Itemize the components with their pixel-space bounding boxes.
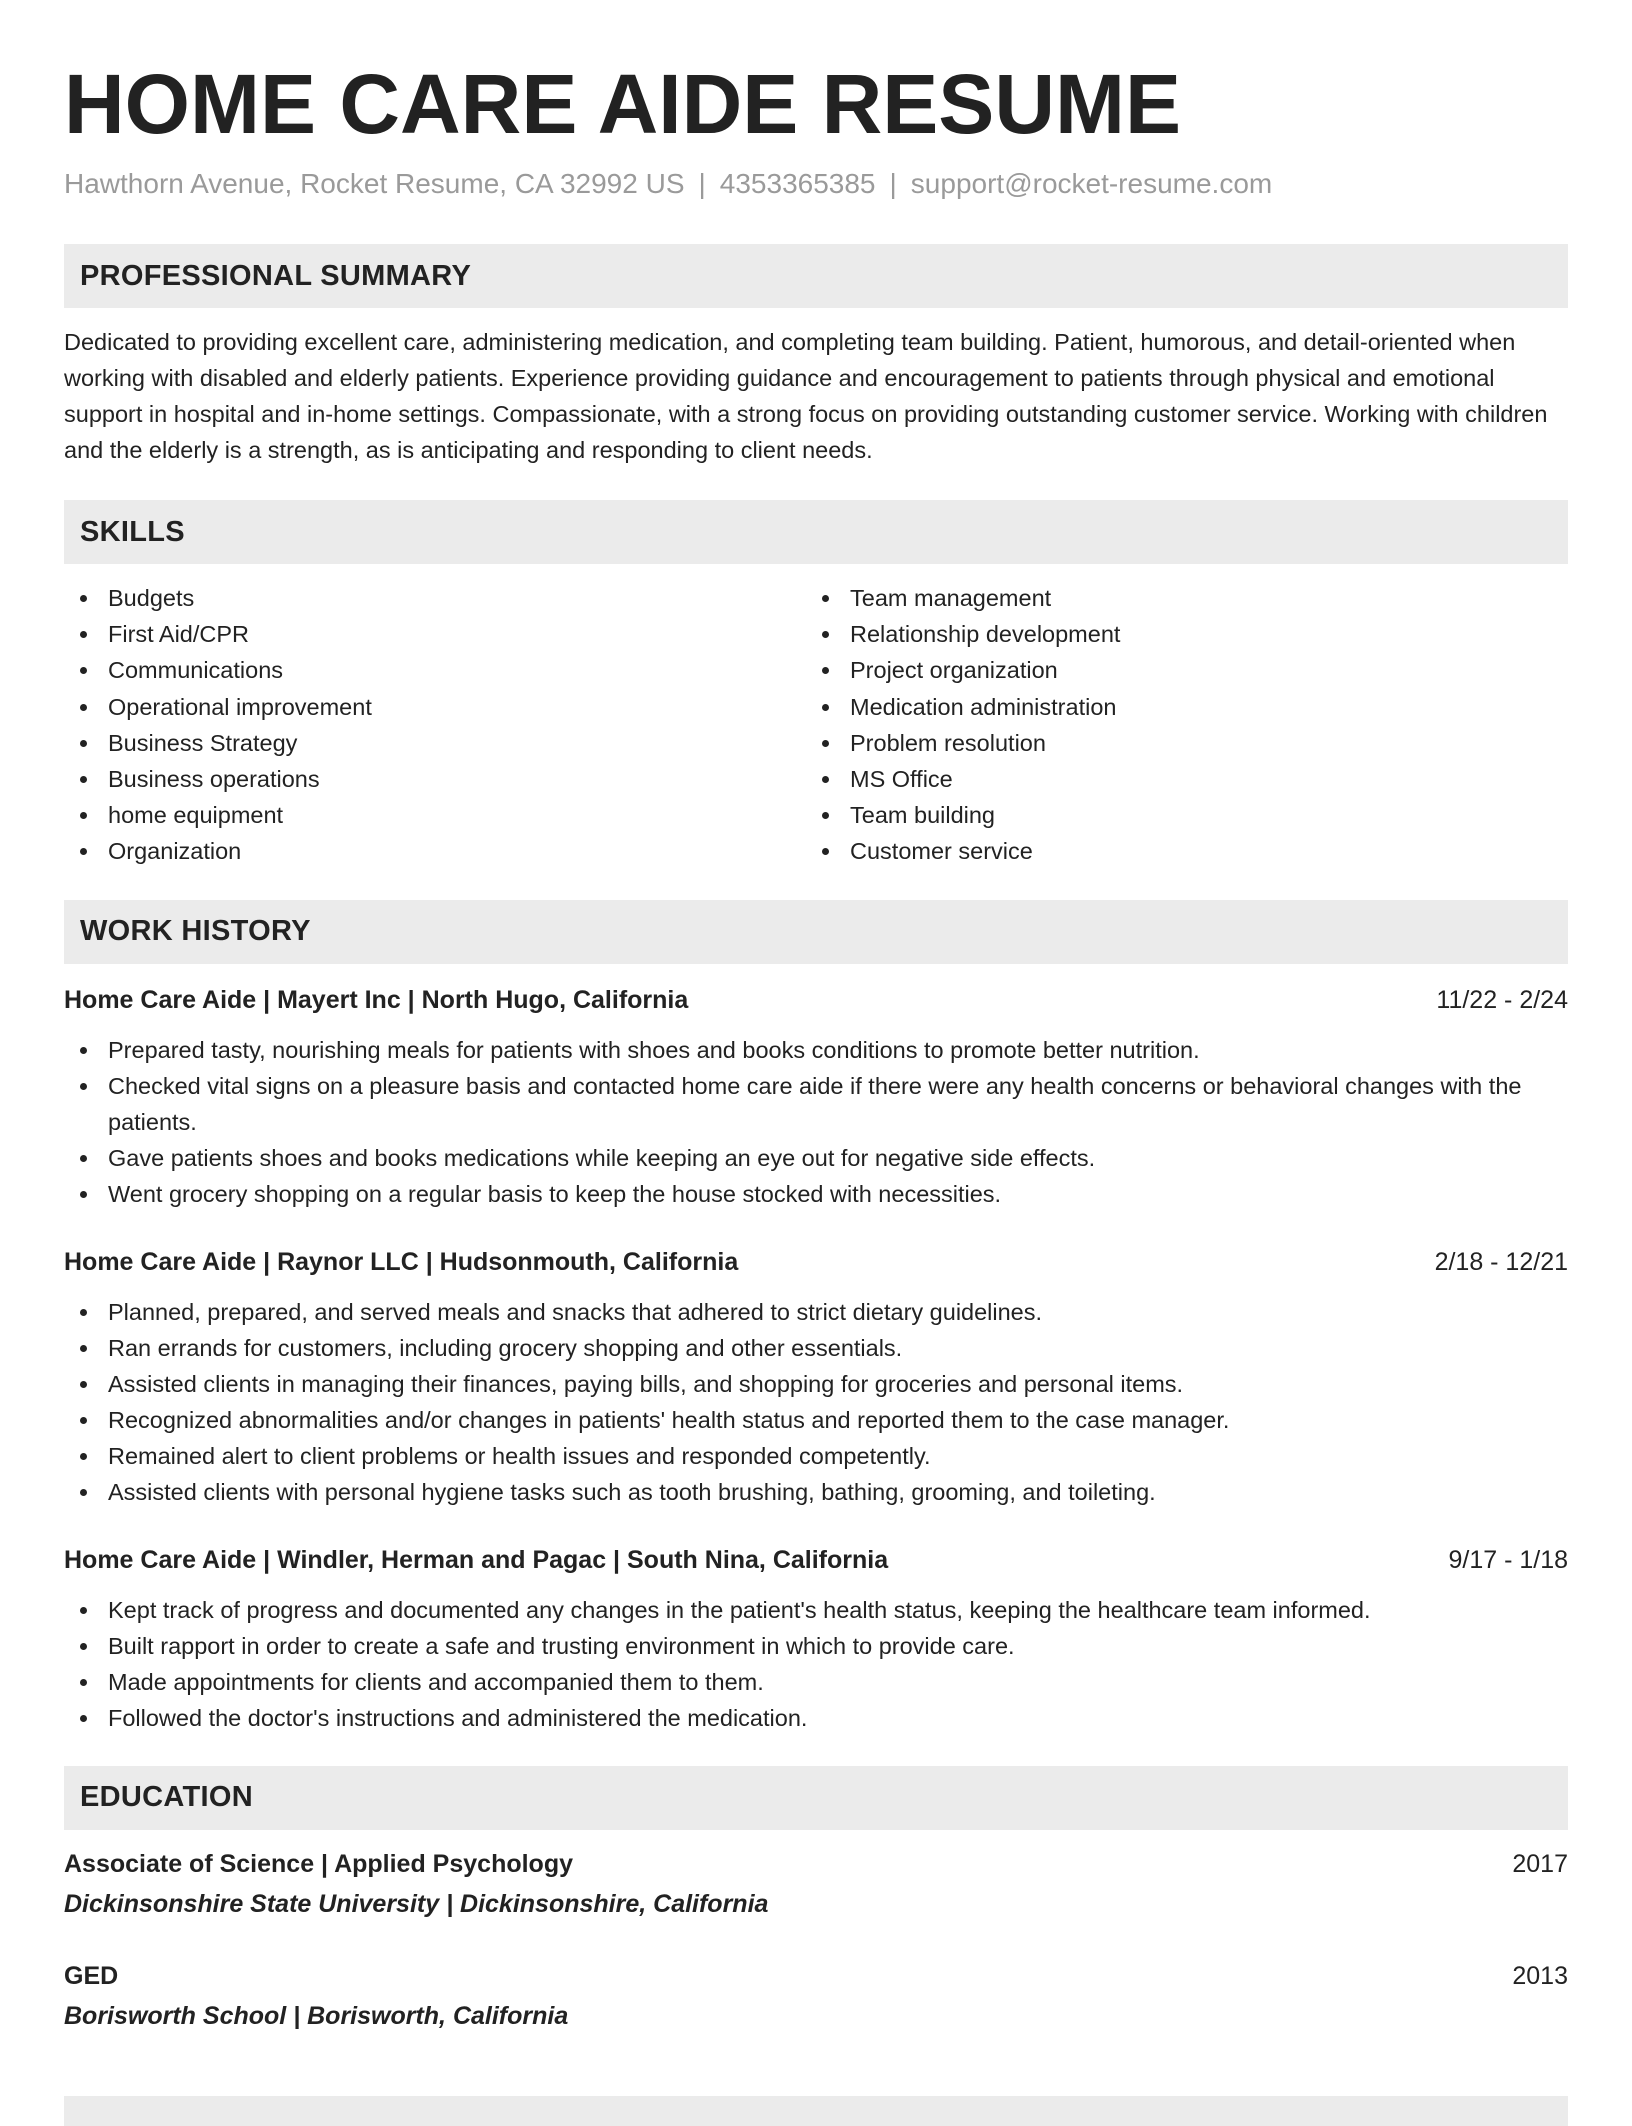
job-bullet: Gave patients shoes and books medications while keeping an eye out for negative side effects. [64,1140,1568,1176]
job-title-row [64,1244,1568,1280]
job-dates: 9/17 - 1/18 [1448,1545,1568,1574]
education-row [64,1846,1568,1882]
skill-item: Medication administration [806,689,1548,725]
skill-item: Communications [64,652,806,688]
skills-list [64,580,1568,870]
job-bullets [64,1592,1568,1736]
job-entry [64,1244,1568,1510]
skill-item: Problem resolution [806,725,1548,761]
education-entry [64,1958,1568,2034]
skill-item: MS Office [806,761,1548,797]
job-bullet: Followed the doctor's instructions and administered the medication. [64,1700,1568,1736]
section-heading-education: EDUCATION [64,1766,1568,1830]
contact-email: support@rocket-resume.com [910,168,1273,199]
section-heading-work-history: WORK HISTORY [64,900,1568,964]
contact-line [64,166,1568,202]
education-school: Borisworth School | Borisworth, California [64,2001,569,2030]
skill-item: Organization [64,833,806,869]
skill-item: Operational improvement [64,689,806,725]
job-entry [64,1542,1568,1736]
skill-item: Customer service [806,833,1548,869]
contact-phone: 4353365385 [719,168,876,199]
job-bullet: Kept track of progress and documented any changes in the patient's health status, keeping the healthcare team informed. [64,1592,1568,1628]
education-degree: GED [64,1961,119,1990]
job-bullets [64,1032,1568,1212]
skill-item: First Aid/CPR [64,616,806,652]
job-bullet: Went grocery shopping on a regular basis to keep the house stocked with necessities. [64,1176,1568,1212]
skill-item: Team management [806,580,1548,616]
skill-item: Team building [806,797,1548,833]
skills-column-right [806,580,1548,870]
skill-item: Business Strategy [64,725,806,761]
education-row [64,1958,1568,1994]
job-bullet: Made appointments for clients and accompanied them to them. [64,1664,1568,1700]
job-bullet: Planned, prepared, and served meals and snacks that adhered to strict dietary guidelines. [64,1294,1568,1330]
job-title-row [64,982,1568,1018]
resume-page [64,0,1568,2034]
job-bullet: Remained alert to client problems or health issues and responded competently. [64,1438,1568,1474]
job-bullet: Assisted clients in managing their finances, paying bills, and shopping for groceries and personal items. [64,1366,1568,1402]
job-bullet: Assisted clients with personal hygiene tasks such as tooth brushing, bathing, grooming, and toileting. [64,1474,1568,1510]
skill-item: Project organization [806,652,1548,688]
contact-separator: | [889,168,897,199]
education-year: 2013 [1512,1961,1568,1990]
skill-item: Budgets [64,580,806,616]
summary-text: Dedicated to providing excellent care, administering medication, and completing team building. Patient, humorous, and detail-oriented when working with disabled and elderly patients. Experience providing guidance and encouragement to patients through physical and emotional support in hospital and in-home settings. Compassionate, with a strong focus on providing outstanding customer service. Working with children and the elderly is a strength, as is anticipating and responding to client needs. [64,329,1548,463]
section-heading-summary: PROFESSIONAL SUMMARY [64,244,1568,308]
education-school: Dickinsonshire State University | Dickinsonshire, California [64,1889,769,1918]
job-bullets [64,1294,1568,1510]
job-dates: 11/22 - 2/24 [1436,985,1568,1014]
skill-item: Relationship development [806,616,1548,652]
job-bullet: Prepared tasty, nourishing meals for patients with shoes and books conditions to promote better nutrition. [64,1032,1568,1068]
job-dates: 2/18 - 12/21 [1434,1247,1568,1276]
skill-item: home equipment [64,797,806,833]
job-title: Home Care Aide | Windler, Herman and Pagac | South Nina, California [64,1545,889,1574]
education-entry [64,1846,1568,1922]
contact-separator: | [698,168,706,199]
skills-column-left [64,580,806,870]
contact-address: Hawthorn Avenue, Rocket Resume, CA 32992 US [64,168,685,199]
education-degree: Associate of Science | Applied Psychology [64,1849,573,1878]
job-title: Home Care Aide | Raynor LLC | Hudsonmouth, California [64,1247,739,1276]
next-section-heading-bar [64,2096,1568,2126]
job-bullet: Built rapport in order to create a safe and trusting environment in which to provide care. [64,1628,1568,1664]
skill-item: Business operations [64,761,806,797]
job-bullet: Ran errands for customers, including grocery shopping and other essentials. [64,1330,1568,1366]
job-title-row [64,1542,1568,1578]
job-entry [64,982,1568,1212]
job-bullet: Recognized abnormalities and/or changes in patients' health status and reported them to the case manager. [64,1402,1568,1438]
job-title: Home Care Aide | Mayert Inc | North Hugo, California [64,985,689,1014]
section-heading-skills: SKILLS [64,500,1568,564]
education-year: 2017 [1512,1849,1568,1878]
job-bullet: Checked vital signs on a pleasure basis and contacted home care aide if there were any health concerns or behavioral changes with the patients. [64,1068,1568,1140]
resume-title: HOME CARE AIDE RESUME [64,57,1181,151]
